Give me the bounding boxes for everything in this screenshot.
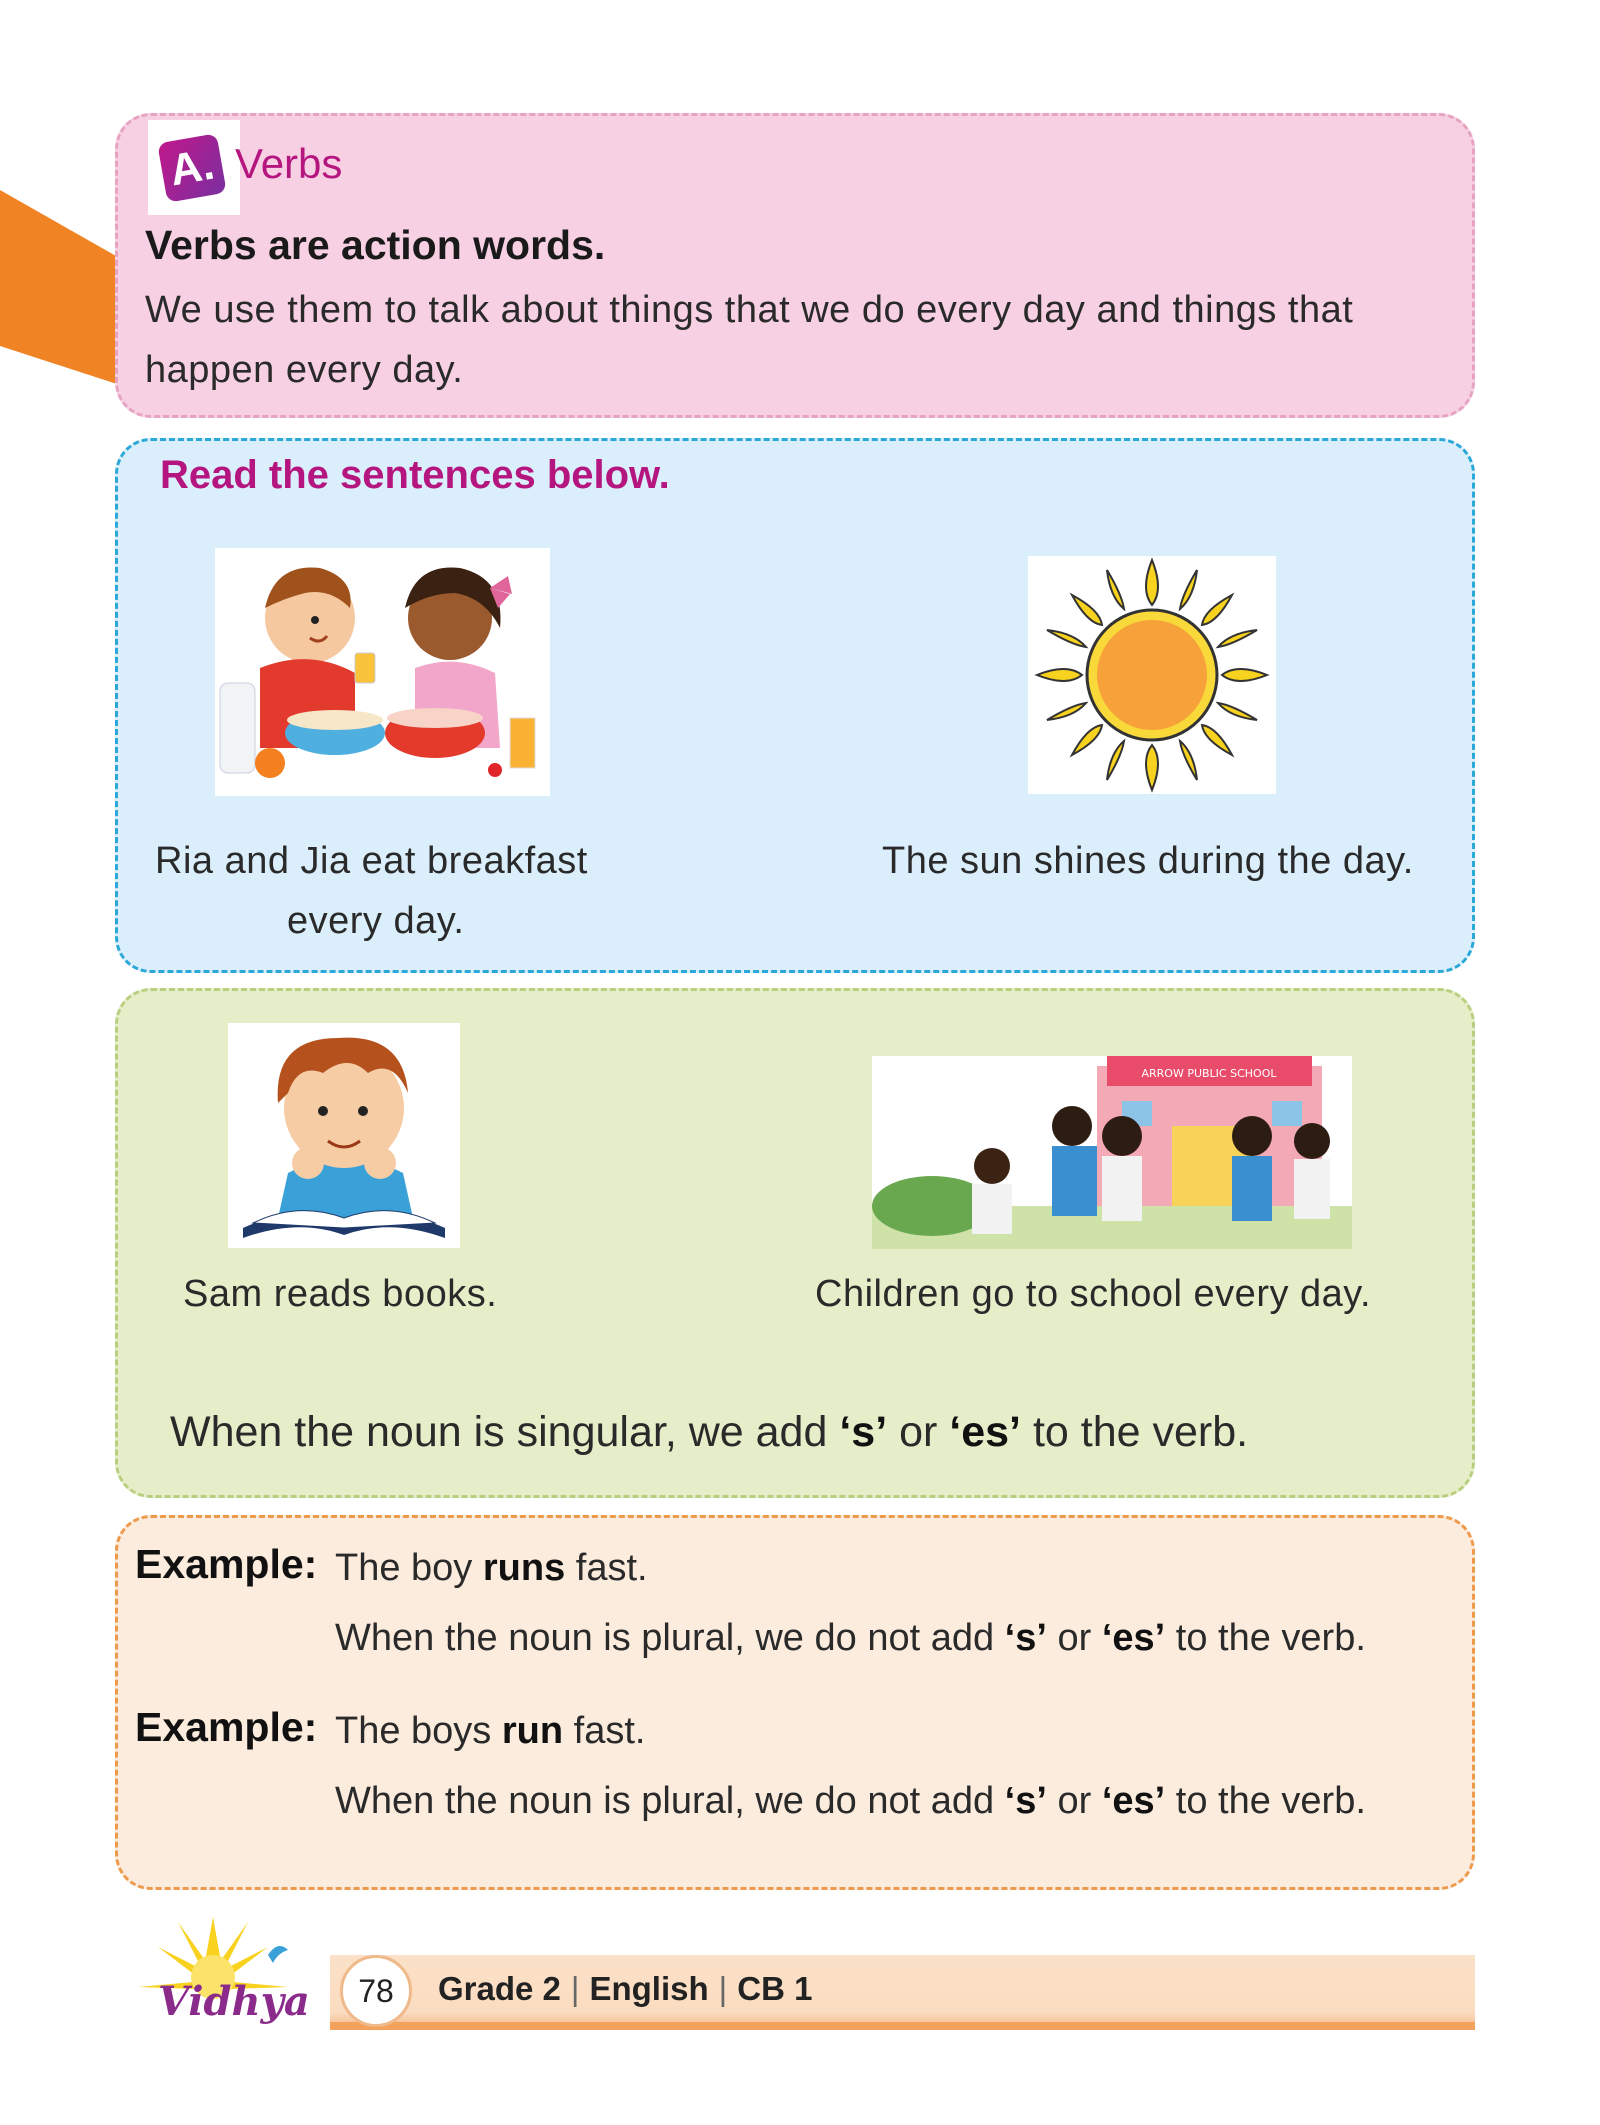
note-2-or: or bbox=[1046, 1780, 1102, 1822]
footer-book: CB 1 bbox=[737, 1970, 813, 2007]
note-1-or: or bbox=[1046, 1617, 1102, 1659]
examples-box bbox=[115, 1515, 1475, 1890]
footer-separator-1: | bbox=[570, 1970, 580, 2007]
example-label-1: Example: bbox=[135, 1541, 318, 1587]
note-1-pre: When the noun is plural, we do not add bbox=[335, 1617, 1005, 1659]
school-sign-text: ARROW PUBLIC SCHOOL bbox=[1141, 1067, 1277, 1080]
example-sentence-2 bbox=[335, 1710, 645, 1753]
intro-paragraph: We use them to talk about things that we do every day and things that happen every day. bbox=[145, 289, 1354, 391]
school-illustration bbox=[872, 1056, 1352, 1249]
caption-breakfast-line1: Ria and Jia eat breakfast bbox=[155, 840, 588, 882]
caption-sam: Sam reads books. bbox=[183, 1273, 498, 1315]
example-sentence-1 bbox=[335, 1547, 648, 1590]
example-note-1 bbox=[335, 1617, 1366, 1660]
footer-subject: English bbox=[589, 1970, 709, 2007]
note-2-pre: When the noun is plural, we do not add bbox=[335, 1780, 1005, 1822]
boy-reading-illustration bbox=[228, 1023, 460, 1248]
page-number: 78 bbox=[340, 1955, 412, 2027]
footer-book-info bbox=[438, 1970, 812, 2008]
singular-rule bbox=[170, 1408, 1248, 1457]
caption-school: Children go to school every day. bbox=[815, 1273, 1372, 1315]
footer-separator-2: | bbox=[718, 1970, 728, 2007]
example-1-pre: The boy bbox=[335, 1547, 483, 1589]
caption-breakfast-line2: every day. bbox=[287, 900, 465, 942]
logo-text: Vidhya bbox=[158, 1978, 310, 2025]
rule-s: ‘s’ bbox=[839, 1408, 888, 1456]
note-1-s: ‘s’ bbox=[1004, 1617, 1047, 1659]
lead-sentence: Verbs are action words. bbox=[145, 222, 606, 268]
side-tab-decoration bbox=[0, 190, 120, 385]
example-1-verb: runs bbox=[482, 1547, 566, 1589]
note-2-s: ‘s’ bbox=[1004, 1780, 1047, 1822]
vidhya-logo bbox=[118, 1915, 348, 2055]
rule-text-pre: When the noun is singular, we add bbox=[170, 1408, 840, 1456]
note-1-post: to the verb. bbox=[1165, 1617, 1366, 1659]
section-title: Verbs bbox=[235, 140, 343, 187]
footer-grade: Grade 2 bbox=[438, 1970, 561, 2007]
example-2-post: fast. bbox=[563, 1710, 646, 1752]
note-2-es: ‘es’ bbox=[1101, 1780, 1166, 1822]
example-label-2: Example: bbox=[135, 1704, 318, 1750]
rule-or: or bbox=[887, 1408, 950, 1456]
instruction-heading: Read the sentences below. bbox=[160, 453, 670, 497]
section-badge bbox=[148, 120, 240, 215]
note-2-post: to the verb. bbox=[1165, 1780, 1366, 1822]
rule-text-post: to the verb. bbox=[1021, 1408, 1249, 1456]
example-2-pre: The boys bbox=[335, 1710, 502, 1752]
rule-es: ‘es’ bbox=[949, 1408, 1022, 1456]
sun-illustration bbox=[1028, 556, 1276, 794]
footer-line bbox=[330, 2022, 1475, 2030]
example-2-verb: run bbox=[501, 1710, 564, 1752]
example-1-post: fast. bbox=[565, 1547, 648, 1589]
example-note-2 bbox=[335, 1780, 1366, 1823]
section-badge-letter: A. bbox=[157, 133, 227, 203]
caption-sun: The sun shines during the day. bbox=[882, 840, 1414, 882]
note-1-es: ‘es’ bbox=[1101, 1617, 1166, 1659]
breakfast-illustration bbox=[215, 548, 550, 796]
